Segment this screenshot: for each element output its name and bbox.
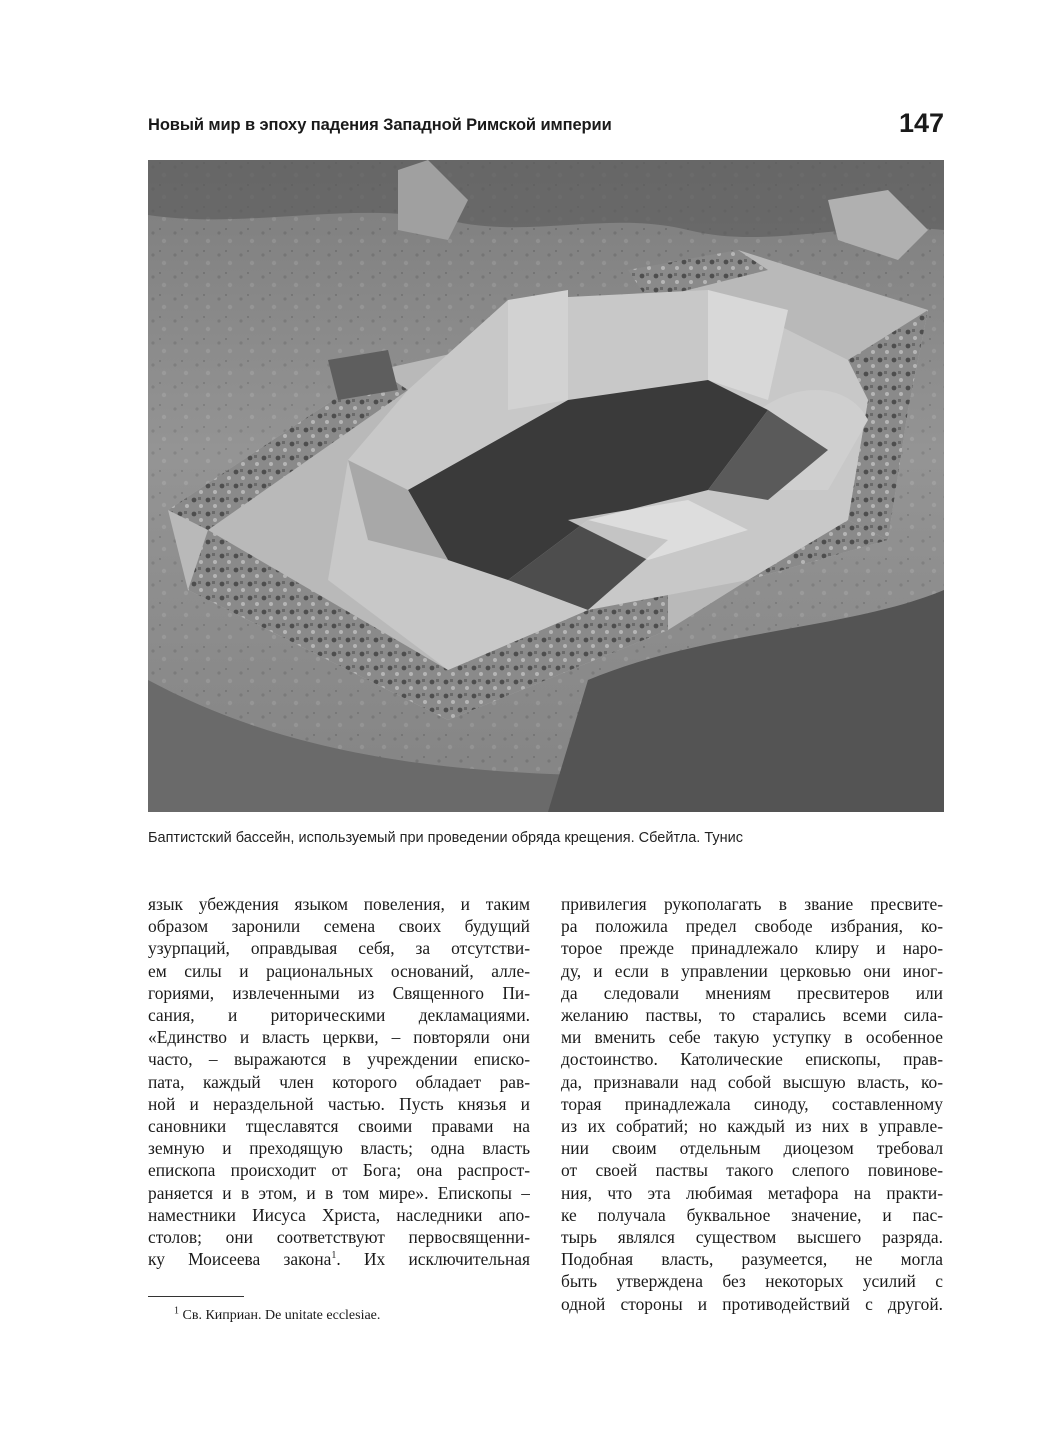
text-line: ду, и если в управлении церковью они иног- xyxy=(561,960,943,981)
text-line: узурпаций, оправдывая себя, за отсутстви- xyxy=(148,938,530,959)
text-line: достоинство. Католические епископы, прав- xyxy=(561,1049,943,1070)
running-title: Новый мир в эпоху падения Западной Римской империи xyxy=(148,116,612,134)
text-line: торая принадлежала синоду, составленному xyxy=(561,1093,943,1114)
text-line: ке получала буквальное значение, и пас- xyxy=(561,1204,943,1225)
text-line: да следовали мнениям пресвитеров или xyxy=(561,982,943,1003)
text-line: сания, и риторическими декламациями. xyxy=(148,1005,530,1026)
text-line: тырь являлся существом высшего разряда. xyxy=(561,1227,943,1248)
text-line: гориями, извлеченными из Священного Пи- xyxy=(148,982,530,1003)
text-line: от своей паствы такого слепого повинове- xyxy=(561,1160,943,1181)
text-line: быть утверждена без некоторых усилий с xyxy=(561,1271,943,1292)
text-line: привилегия рукополагать в звание пресвите- xyxy=(561,894,943,914)
text-line: наместники Иисуса Христа, наследники апо- xyxy=(148,1204,530,1225)
text-line: из их собратий; но каждый из них в управле- xyxy=(561,1116,943,1137)
figure-caption: Баптистский бассейн, используемый при проведении обряда крещения. Сбейтла. Тунис xyxy=(148,830,744,846)
footnote-ref[interactable]: 1 xyxy=(331,1250,337,1262)
text-line: «Единство и власть церкви, – повторяли они xyxy=(148,1027,530,1048)
text-line: ния, что эта любимая метафора на практи- xyxy=(561,1182,943,1203)
text-line: образом заронили семена своих будущий xyxy=(148,916,530,937)
footnote-text: Св. Киприан. De unitate ecclesiae. xyxy=(182,1308,381,1323)
text-line: ем силы и рациональных оснований, алле- xyxy=(148,960,530,981)
footnote xyxy=(174,1305,381,1324)
footnote-number: 1 xyxy=(174,1305,179,1317)
text-line: епископа происходит от Бога; она распрост- xyxy=(148,1160,530,1181)
left-column xyxy=(148,893,530,1270)
text-line: ми вменить себе такую уступку в особенное xyxy=(561,1027,943,1048)
text-line: желанию паствы, то старались всеми сила- xyxy=(561,1005,943,1026)
text-line: да, признавали над собой высшую власть, ко- xyxy=(561,1071,943,1092)
text-line: Подобная власть, разумеется, не могла xyxy=(561,1249,943,1270)
text-line-with-footnote-ref xyxy=(148,1248,530,1270)
text-line: ной и нераздельной частью. Пусть князья и xyxy=(148,1093,530,1114)
page-number: 147 xyxy=(898,108,944,138)
text-line: пата, каждый член которого обладает рав- xyxy=(148,1071,530,1092)
text-line: раняется и в этом, и в том мире». Епископы – xyxy=(148,1182,530,1203)
text-line: земную и преходящую власть; одна власть xyxy=(148,1138,530,1159)
right-column xyxy=(561,893,943,1315)
text-line: язык убеждения языком повеления, и таким xyxy=(148,894,530,914)
text-line: столов; они соответствуют первосвященни- xyxy=(148,1227,530,1248)
text-line: сановники тщеславятся своими правами на xyxy=(148,1116,530,1137)
text-line: нии своим отдельным диоцезом требовал xyxy=(561,1138,943,1159)
text-segment: ку Моисеева закона xyxy=(148,1249,332,1270)
text-segment: . Их исключительная xyxy=(336,1249,530,1270)
baptistery-photo xyxy=(148,160,944,812)
text-line: ра положила предел свободе избрания, ко- xyxy=(561,916,943,937)
text-line: часто, – выражаются в учреждении еписко- xyxy=(148,1049,530,1070)
text-line: одной стороны и противодействий с другой. xyxy=(561,1293,943,1314)
text-line: торое прежде принадлежало клиру и наро- xyxy=(561,938,943,959)
footnote-divider xyxy=(148,1296,244,1297)
